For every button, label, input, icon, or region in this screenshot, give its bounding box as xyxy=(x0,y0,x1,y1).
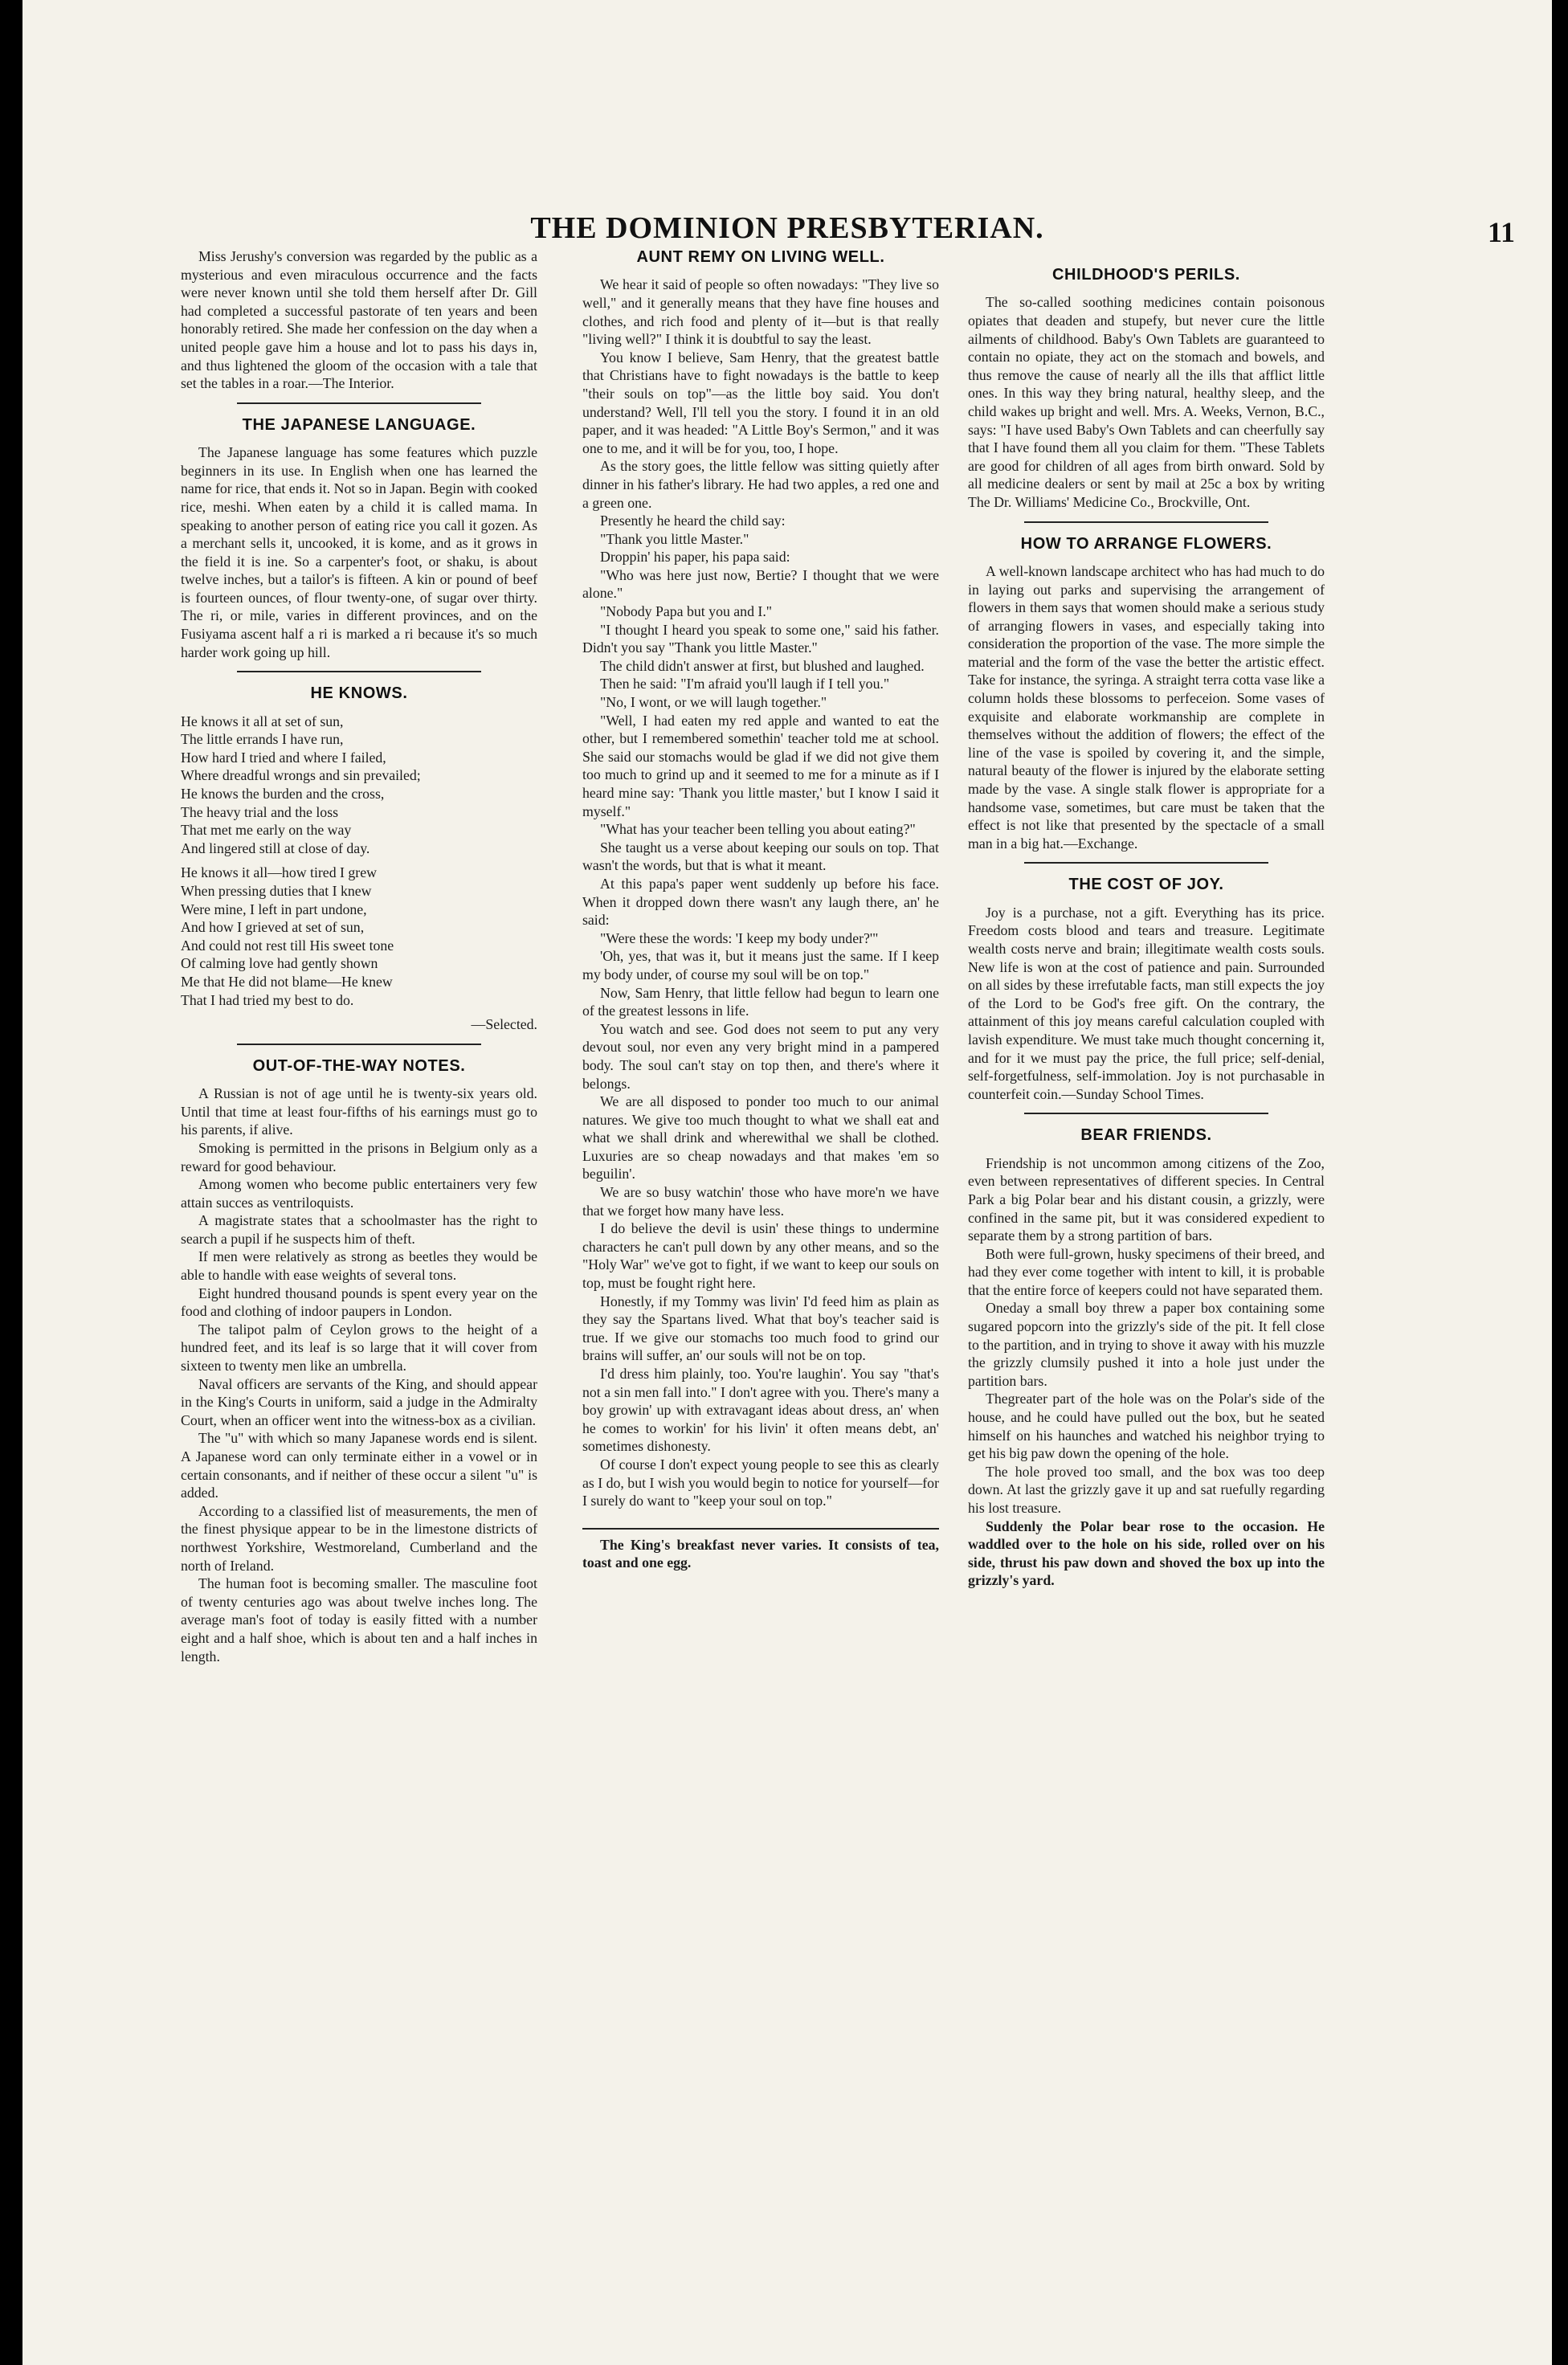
paragraph: You know I believe, Sam Henry, that the greatest battle that Christians have to fight nowadays is the battle to keep "their souls on top"—as the little boy said. You don't understand? Well, I'll tell you the story. I found it in an old paper, and it was headed: "A Little Boy's Sermon," and it was one to me, and it will be for you, too, I hope. xyxy=(582,349,939,456)
paragraph: The child didn't answer at first, but blushed and laughed. xyxy=(600,657,925,674)
paragraph: "Nobody Papa but you and I." xyxy=(600,603,773,620)
article-japanese-language: The Japanese language has some features which puzzle beginners in its use. In English when one has learned the name for rice, that ends it. Not so in Japan. Begin with cooked rice, meshi. When eaten by a child it is called mama. In speaking to another person of eating rice you call it gozen. As a merchant sells it, uncooked, it is kome, and as it grows in the field it is ine. So a carpenter's foot, or shaku, is about twelve inches, but a tailor's is fifteen. A kin or pound of beef is fourteen ounces, of flour twenty-one, of sugar over thirty. The ri, or mile, varies in different provinces, and on the Fusiyama ascent half a ri is marked a ri because it's so much harder work going up hill. xyxy=(181,444,537,660)
paragraph: We are so busy watchin' those who have more'n we have that we forget how many have less. xyxy=(582,1184,939,1219)
poem-line: He knows the burden and the cross, xyxy=(181,786,385,803)
divider xyxy=(237,1044,481,1045)
poem-stanza-1 xyxy=(181,713,537,858)
paragraph: She taught us a verse about keeping our souls on top. That wasn't the words, but that is what it meant. xyxy=(582,839,939,874)
note-item: Among women who become public entertainers very few attain succes as ventriloquists. xyxy=(181,1176,537,1211)
notes-list xyxy=(181,1084,537,1665)
note-item: The human foot is becoming smaller. The masculine foot of twenty centuries ago was about twelve inches long. The average man's foot of today is easily fitted with a number eight and a half shoe, which is about ten and a half inches in length. xyxy=(181,1575,537,1664)
poem-stanza-2 xyxy=(181,864,537,1009)
heading-arrange-flowers: HOW TO ARRANGE FLOWERS. xyxy=(1020,534,1272,553)
paragraph: 'Oh, yes, that was it, but it means just the same. If I keep my body under, of course my soul will be on top." xyxy=(582,948,939,982)
heading-bear-friends: BEAR FRIENDS. xyxy=(1080,1126,1212,1145)
paragraph: We are all disposed to ponder too much to our animal natures. We give too much thought to what we shall eat and what we shall drink and wherewithal we shall be clothed. Luxuries are so cheap nowadays and that makes 'em so beguilin'. xyxy=(582,1093,939,1182)
heading-he-knows: HE KNOWS. xyxy=(310,684,408,703)
column-middle xyxy=(582,247,939,1572)
publication-title: THE DOMINION PRESBYTERIAN. xyxy=(530,211,1044,245)
divider xyxy=(1024,862,1268,864)
poem-line: The little errands I have run, xyxy=(181,731,344,748)
heading-aunt-remy: AUNT REMY ON LIVING WELL. xyxy=(636,248,885,266)
poem-line: And how I grieved at set of sun, xyxy=(181,919,365,936)
divider xyxy=(1024,1113,1268,1114)
heading-cost-of-joy: THE COST OF JOY. xyxy=(1068,876,1224,894)
paragraph: At this papa's paper went suddenly up before his face. When it dropped down there wasn't any laugh there, an' he said: xyxy=(582,875,939,929)
note-item: If men were relatively as strong as beetles they would be able to handle with ease weights of several tons. xyxy=(181,1248,537,1284)
poem-line: Were mine, I left in part undone, xyxy=(181,901,367,917)
heading-out-of-the-way-notes: OUT-OF-THE-WAY NOTES. xyxy=(252,1056,466,1075)
paragraph: The hole proved too small, and the box was too deep down. At last the grizzly gave it up and sat ruefully regarding his lost treasure. xyxy=(968,1463,1325,1516)
paragraph: Thegreater part of the hole was on the Polar's side of the house, and he could have pulled out the box, but he seated himself on his haunches and watched his neighbor trying to get his big paw down the opening of the hole. xyxy=(968,1391,1325,1462)
poem-line: He knows it all at set of sun, xyxy=(181,713,344,729)
poem-line: That I had tried my best to do. xyxy=(181,991,354,1008)
note-item: According to a classified list of measurements, the men of the finest physique appear to be in the limestone districts of northwest Yorkshire, Westmoreland, Cumberland and the north of Ireland. xyxy=(181,1502,537,1574)
article-cost-of-joy: Joy is a purchase, not a gift. Everything has its price. Freedom costs blood and tears and treasure. Legitimate wealth costs nerve and brain; illegitimate wealth costs souls. New life is won at the cost of patience and pain. Surrounded on all sides by these irrefutable facts, man still expects the joy of the Lord to be God's free gift. On the contrary, the attainment of this joy means careful calculation coupled with lavish expenditure. We must take much thought concerning it, and for it we must pay the price, the full price; self-denial, self-forgetfulness, self-immolation. Joy is not purchasable in counterfeit coin.—Sunday School Times. xyxy=(968,904,1325,1102)
paragraph: You watch and see. God does not seem to put any very devout soul, nor even any very bright mind in a pampered body. The soul can't stay on top then, and there's where it belongs. xyxy=(582,1020,939,1092)
paragraph: As the story goes, the little fellow was sitting quietly after dinner in his father's library. He had two apples, a red one and a green one. xyxy=(582,458,939,511)
note-item: The talipot palm of Ceylon grows to the height of a hundred feet, and its leaf is so large that it will cover from sixteen to twenty men like an umbrella. xyxy=(181,1321,537,1374)
poem-line: He knows it all—how tired I grew xyxy=(181,864,377,881)
poem-line: And could not rest till His sweet tone xyxy=(181,937,394,954)
article-childhoods-perils: The so-called soothing medicines contain poisonous opiates that deaden and stupefy, but never cure the little ailments of childhood. Baby's Own Tablets are guaranteed to contain no opiate, they act on the stomach and bowels, and thus remove the cause of nearly all the ills that afflict little ones. In this way they bring natural, healthy sleep, and the child wakes up bright and well. Mrs. A. Weeks, Vernon, B.C., says: "I have used Baby's Own Tablets and can cheerfully say that I have found them all you claim for them. "These Tablets are good for children of all ages from birth onward. Sold by all medicine dealers or sent by mail at 25c a box by writing The Dr. Williams' Medicine Co., Brockville, Ont. xyxy=(968,294,1325,510)
paragraph: Suddenly the Polar bear rose to the occasion. He waddled over to the hole on his side, rolled over on his side, thrust his paw down and shoved the box up into the grizzly's yard. xyxy=(968,1517,1325,1589)
article-arrange-flowers: A well-known landscape architect who has had much to do in laying out parks and supervising the arrangement of flowers in them says that women should make a serious study of arranging flowers in vases, and especially taking into consideration the proportion of the vase. The more simple the material and the form of the vase the better the artistic effect. Take for instance, the syringa. A straight terra cotta vase like a column holds these blossoms to perfeceion. Some vases of exquisite and elaborate workmanship are complete in themselves without the addition of flowers; the effect of the line of the vase is spoiled by covering it, and the simple, natural beauty of the flower is injured by the elaborate setting made by the vase. A single stalk flower is appropriate for a handsome vase, sometimes, but care must be taken that the effect is not like that presented by the spectacle of a small man in a big hat.—Exchange. xyxy=(968,562,1325,852)
poem-line: How hard I tried and where I failed, xyxy=(181,749,386,766)
note-item: Naval officers are servants of the King, and should appear in the King's Courts in uniform, said a judge in the Admiralty Court, when an officer went into the witness-box as a civilian. xyxy=(181,1375,537,1428)
note-item: A Russian is not of age until he is twenty-six years old. Until that time at least four-fifths of his earnings must go to his parents, if alive. xyxy=(181,1085,537,1138)
paragraph: We hear it said of people so often nowadays: "They live so well," and it generally means that they have fine houses and clothes, and rich food and plenty of it—but is that really "living well?" I think it is doubtful to say the least. xyxy=(582,276,939,348)
article-aunt-remy xyxy=(582,276,939,1509)
heading-japanese-language: THE JAPANESE LANGUAGE. xyxy=(242,415,476,434)
footer-note-kings-breakfast: The King's breakfast never varies. It consists of tea, toast and one egg. xyxy=(582,1536,939,1571)
article-intro-jerushy: Miss Jerushy's conversion was regarded by the public as a mysterious and even miraculous occurrence and the facts were never known until she told them herself after Dr. Gill had completed a successful pastorate of ten years and been honorably retired. She made her confession on the day when a united people gave him a house and lot to pass his days in, and thus lightened the gloom of the occasion with a tale that set the tables in a roar.—The Interior. xyxy=(181,248,537,392)
page-number: 11 xyxy=(1487,216,1515,248)
divider xyxy=(1024,521,1268,523)
paragraph: Presently he heard the child say: xyxy=(600,513,786,529)
note-item: A magistrate states that a schoolmaster has the right to search a pupil if he suspects him of theft. xyxy=(181,1212,537,1247)
poem-line: Where dreadful wrongs and sin prevailed; xyxy=(181,767,421,784)
poem-he-knows xyxy=(181,713,537,1034)
paragraph: Honestly, if my Tommy was livin' I'd feed him as plain as they say the Spartans lived. What that boy's teacher said is true. If we give our stomachs too much food to grind our brains will suffer, an' our souls will not be on top. xyxy=(582,1293,939,1364)
divider xyxy=(237,671,481,672)
poem-line: When pressing duties that I knew xyxy=(181,883,372,899)
poem-signoff: —Selected. xyxy=(471,1016,537,1033)
paragraph: I'd dress him plainly, too. You're laughin'. You say "that's not a sin men fall into." I don't agree with you. There's many a boy growin' up with extravagant ideas about dress, an' when he comes to workin' for his livin' it often means debt, an' sometimes dishonesty. xyxy=(582,1366,939,1455)
paragraph: Both were full-grown, husky specimens of their breed, and had they ever come together with intent to kill, it is probable that the entire force of keepers could not have separated them. xyxy=(968,1245,1325,1298)
paragraph: Then he said: "I'm afraid you'll laugh if I tell you." xyxy=(600,676,890,692)
paragraph: I do believe the devil is usin' these things to undermine characters he can't pull down by any other means, and so the "Holy War" we've got to fight, if we want to keep our souls on top, must be fought right here. xyxy=(582,1220,939,1292)
newspaper-page xyxy=(22,0,1552,2365)
paragraph: "Well, I had eaten my red apple and wanted to eat the other, but I remembered somethin' teacher told me at school. She said our stomachs would be glad if we did not give them too much to grind up and it seemed to me for a minute as if I heard mine say: 'Thank you little master,' but I know I said it myself." xyxy=(582,712,939,819)
poem-line: Of calming love had gently shown xyxy=(181,955,378,972)
note-item: Smoking is permitted in the prisons in Belgium only as a reward for good behaviour. xyxy=(181,1139,537,1174)
divider xyxy=(582,1528,939,1530)
paragraph: Now, Sam Henry, that little fellow had begun to learn one of the greatest lessons in life. xyxy=(582,984,939,1019)
divider xyxy=(237,402,481,404)
paragraph: "No, I wont, or we will laugh together." xyxy=(600,694,827,711)
paragraph: Friendship is not uncommon among citizens of the Zoo, even between representatives of different species. In Central Park a big Polar bear and his distant cousin, a grizzly, were confined in the same pit, but it was considered expedient to separate them by a strong partition of bars. xyxy=(968,1154,1325,1244)
paragraph: Droppin' his paper, his papa said: xyxy=(600,549,790,566)
paragraph: "I thought I heard you speak to some one," said his father. Didn't you say "Thank you little Master." xyxy=(582,621,939,656)
poem-line: And lingered still at close of day. xyxy=(181,839,370,856)
paragraph: "Thank you little Master." xyxy=(600,530,749,547)
paragraph: Oneday a small boy threw a paper box containing some sugared popcorn into the grizzly's side of the pit. It fell close to the partition, and in trying to shove it away with his muzzle the grizzly clumsily pushed it into a hole just under the partition bars. xyxy=(968,1300,1325,1389)
column-right xyxy=(968,247,1325,1590)
note-item: Eight hundred thousand pounds is spent every year on the food and clothing of indoor paupers in London. xyxy=(181,1285,537,1320)
paragraph: "What has your teacher been telling you about eating?" xyxy=(600,821,916,838)
poem-line: The heavy trial and the loss xyxy=(181,803,339,820)
masthead xyxy=(22,210,1552,251)
column-left xyxy=(181,247,537,1665)
paragraph: "Who was here just now, Bertie? I thought that we were alone." xyxy=(582,566,939,602)
poem-line: That met me early on the way xyxy=(181,822,352,839)
poem-line: Me that He did not blame—He knew xyxy=(181,973,393,990)
note-item: The "u" with which so many Japanese words end is silent. A Japanese word can only terminate either in a vowel or in certain consonants, and if neither of these occur a silent "u" is added. xyxy=(181,1430,537,1501)
article-bear-friends xyxy=(968,1154,1325,1590)
paragraph: Of course I don't expect young people to see this as clearly as I do, but I wish you would begin to notice for yourself—for I surely do want to "keep your soul on top." xyxy=(582,1456,939,1509)
heading-childhoods-perils: CHILDHOOD'S PERILS. xyxy=(1052,266,1240,284)
paragraph: "Were these the words: 'I keep my body under?'" xyxy=(600,929,879,946)
